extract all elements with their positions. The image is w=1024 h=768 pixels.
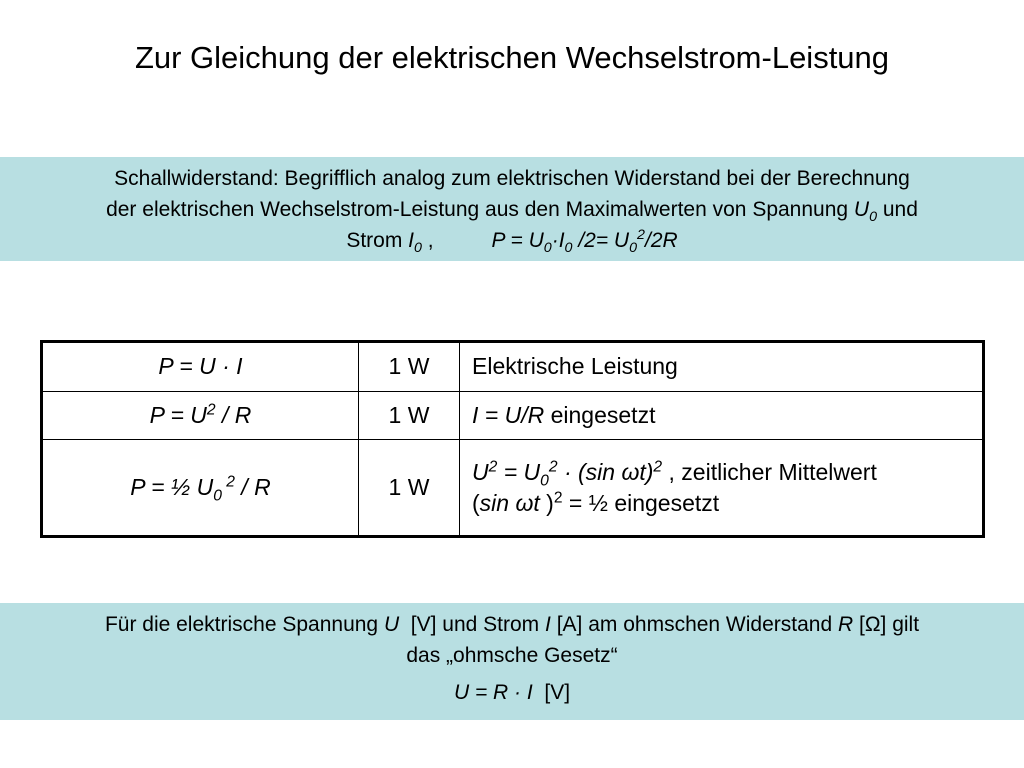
ohms-law-box bbox=[0, 603, 1024, 720]
unit-cell: 1 W bbox=[359, 440, 460, 537]
table-row bbox=[42, 342, 984, 392]
description-cell: $U^2 = U_0^2 \cdot (\sin$ ωt)$^2$ , zeitlicher Mittelwert (sin ωt )$^2$ = ½ eingesetzt bbox=[460, 440, 984, 537]
ohms-law-formula: U = R · I [V] bbox=[453, 681, 571, 704]
power-formula: $P = U_0\cdot I_0$ $/2= U_0^2/2R$ bbox=[491, 227, 678, 257]
description-cell: I = U/R eingesetzt bbox=[460, 391, 984, 439]
schallwiderstand-box bbox=[0, 157, 1024, 261]
top-box-line-1: Schallwiderstand: Begrifflich analog zum elektrischen Widerstand bei der Berechnung bbox=[114, 167, 910, 190]
formula-cell: P = U · I bbox=[42, 342, 359, 392]
top-box-line-3: Strom $I_0$ , $P = U_0\cdot I_0$ $/2= U_0^2/2R$ bbox=[346, 227, 678, 257]
bottom-box-line-2: das „ohmsche Gesetz“ bbox=[406, 644, 618, 667]
unit-cell: 1 W bbox=[359, 391, 460, 439]
top-box-line-2: der elektrischen Wechselstrom-Leistung aus den Maximalwerten von Spannung $U_0$ und bbox=[106, 198, 918, 226]
table-row bbox=[42, 391, 984, 439]
formula-cell: P = ½ $U_0$ $^2$ / R bbox=[42, 440, 359, 537]
description-cell: Elektrische Leistung bbox=[460, 342, 984, 392]
power-formula-table bbox=[40, 340, 985, 538]
unit-cell: 1 W bbox=[359, 342, 460, 392]
slide-title: Zur Gleichung der elektrischen Wechselstrom-Leistung bbox=[134, 40, 890, 75]
formula-cell: $P = U^2 / R$ bbox=[42, 391, 359, 439]
bottom-box-line-1: Für die elektrische Spannung U [V] und Strom I [A] am ohmschen Widerstand R [Ω] gilt bbox=[104, 613, 920, 636]
table-row bbox=[42, 440, 984, 537]
